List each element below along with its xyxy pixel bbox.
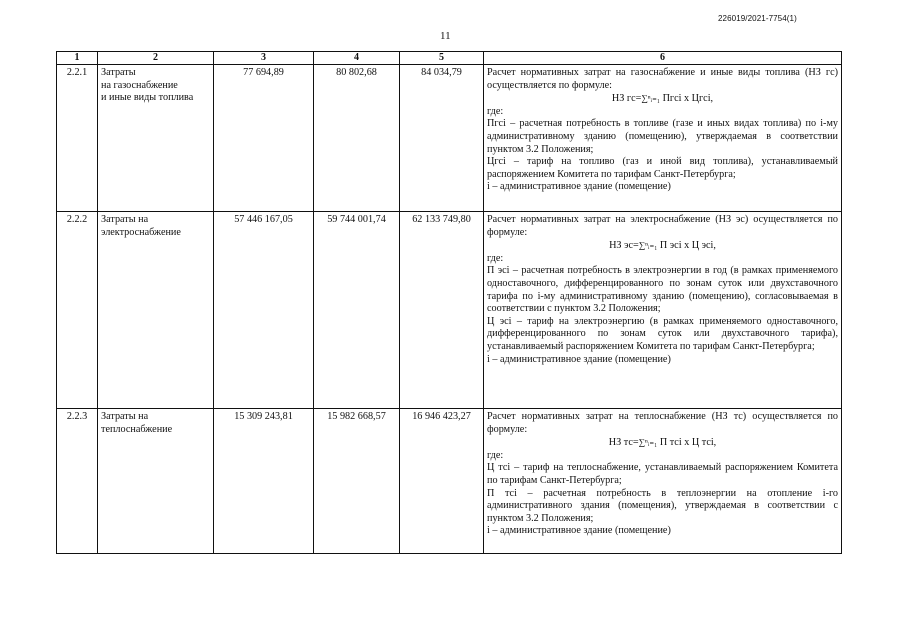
row-name-line: теплоснабжение bbox=[101, 423, 173, 435]
row-name-line: и иные виды топлива bbox=[101, 92, 194, 104]
description-intro: Расчет нормативных затрат на электроснабжение (НЗ эс) осуществляется по формуле: bbox=[487, 214, 838, 238]
formula-right: Пгсi х Цгсi, bbox=[660, 93, 714, 105]
where-label: где: bbox=[487, 252, 504, 264]
row-name-line: на газоснабжение bbox=[101, 79, 178, 91]
column-header: 3 bbox=[214, 52, 314, 65]
cost-table bbox=[56, 51, 842, 554]
value-year-1: 57 446 167,05 bbox=[214, 212, 314, 409]
formula-left: НЗ тс= bbox=[608, 437, 639, 449]
column-header: 1 bbox=[57, 52, 98, 65]
where-label: где: bbox=[487, 449, 504, 461]
calculation-description bbox=[484, 212, 842, 409]
value-year-2: 80 802,68 bbox=[314, 65, 400, 212]
row-name-line: электроснабжение bbox=[101, 226, 181, 238]
column-header: 2 bbox=[98, 52, 214, 65]
formula-left: НЗ гс= bbox=[611, 93, 642, 105]
row-name bbox=[98, 212, 214, 409]
row-code: 2.2.3 bbox=[57, 409, 98, 554]
definition-item: Пгсi – расчетная потребность в топливе (газе и иных видах топлива) по i-му административному зданию (помещению), утверждаемая в соответствии пунктом 3.2 Положения; bbox=[487, 118, 838, 155]
definition-item: i – административное здание (помещение) bbox=[487, 181, 671, 193]
table-row bbox=[57, 212, 842, 409]
formula-right: П тсi х Ц тсi, bbox=[657, 437, 717, 449]
formula bbox=[487, 92, 838, 106]
formula bbox=[487, 436, 838, 450]
row-name bbox=[98, 409, 214, 554]
value-year-2: 15 982 668,57 bbox=[314, 409, 400, 554]
value-year-1: 77 694,89 bbox=[214, 65, 314, 212]
description-intro: Расчет нормативных затрат на газоснабжение и иные виды топлива (НЗ гс) осуществляется по формуле: bbox=[487, 67, 838, 91]
row-code: 2.2.1 bbox=[57, 65, 98, 212]
definition-item: П тсi – расчетная потребность в теплоэнергии на отопление i-го административного здания (помещения), утверждаемая в соответствии с пунктом 3.2 Положения; bbox=[487, 487, 838, 524]
row-code: 2.2.2 bbox=[57, 212, 98, 409]
formula bbox=[487, 239, 838, 253]
value-year-3: 62 133 749,80 bbox=[400, 212, 484, 409]
sum-symbol: ∑ⁿᵢ₌₁ bbox=[638, 437, 658, 448]
column-header: 6 bbox=[484, 52, 842, 65]
sum-symbol: ∑ⁿᵢ₌₁ bbox=[641, 93, 661, 104]
sum-symbol: ∑ⁿᵢ₌₁ bbox=[638, 240, 658, 251]
page-number: 11 bbox=[440, 30, 451, 42]
table-row bbox=[57, 409, 842, 554]
table-row bbox=[57, 65, 842, 212]
table-header-row bbox=[57, 52, 842, 65]
value-year-1: 15 309 243,81 bbox=[214, 409, 314, 554]
row-name bbox=[98, 65, 214, 212]
formula-right: П эсi х Ц эсi, bbox=[657, 240, 716, 252]
value-year-3: 84 034,79 bbox=[400, 65, 484, 212]
row-name-line: Затраты на bbox=[101, 214, 149, 225]
definition-item: Ц эсi – тариф на электроэнергию (в рамках применяемого одноставочного, дифференцированного по зонам суток или двухставочного тарифа), устанавливаемый распоряжением Комитета по тарифам Санкт-Петербурга; bbox=[487, 315, 838, 352]
definition-item: П эсi – расчетная потребность в электроэнергии в год (в рамках применяемого одноставочного, дифференцированного по зонам суток или двухставочного тарифа по i-му административному зданию (помещению), согласовываемая в соответствии с пунктом 3.2 Положения; bbox=[487, 265, 838, 315]
formula-left: НЗ эс= bbox=[609, 240, 639, 252]
column-header: 5 bbox=[400, 52, 484, 65]
definition-item: Ц тсi – тариф на теплоснабжение, устанавливаемый распоряжением Комитета по тарифам Санкт-Петербурга; bbox=[487, 462, 838, 486]
value-year-2: 59 744 001,74 bbox=[314, 212, 400, 409]
calculation-description bbox=[484, 65, 842, 212]
document-id: 226019/2021-7754(1) bbox=[718, 14, 797, 23]
row-name-line: Затраты на bbox=[101, 411, 149, 422]
column-header: 4 bbox=[314, 52, 400, 65]
row-name-line: Затраты bbox=[101, 67, 136, 78]
definition-item: Цгсi – тариф на топливо (газ и иной вид топлива), устанавливаемый распоряжением Комитета по тарифам Санкт-Петербурга; bbox=[487, 156, 838, 180]
where-label: где: bbox=[487, 105, 504, 117]
definition-item: i – административное здание (помещение) bbox=[487, 525, 671, 537]
definition-item: i – административное здание (помещение) bbox=[487, 353, 671, 365]
value-year-3: 16 946 423,27 bbox=[400, 409, 484, 554]
description-intro: Расчет нормативных затрат на теплоснабжение (НЗ тс) осуществляется по формуле: bbox=[487, 411, 838, 435]
calculation-description bbox=[484, 409, 842, 554]
